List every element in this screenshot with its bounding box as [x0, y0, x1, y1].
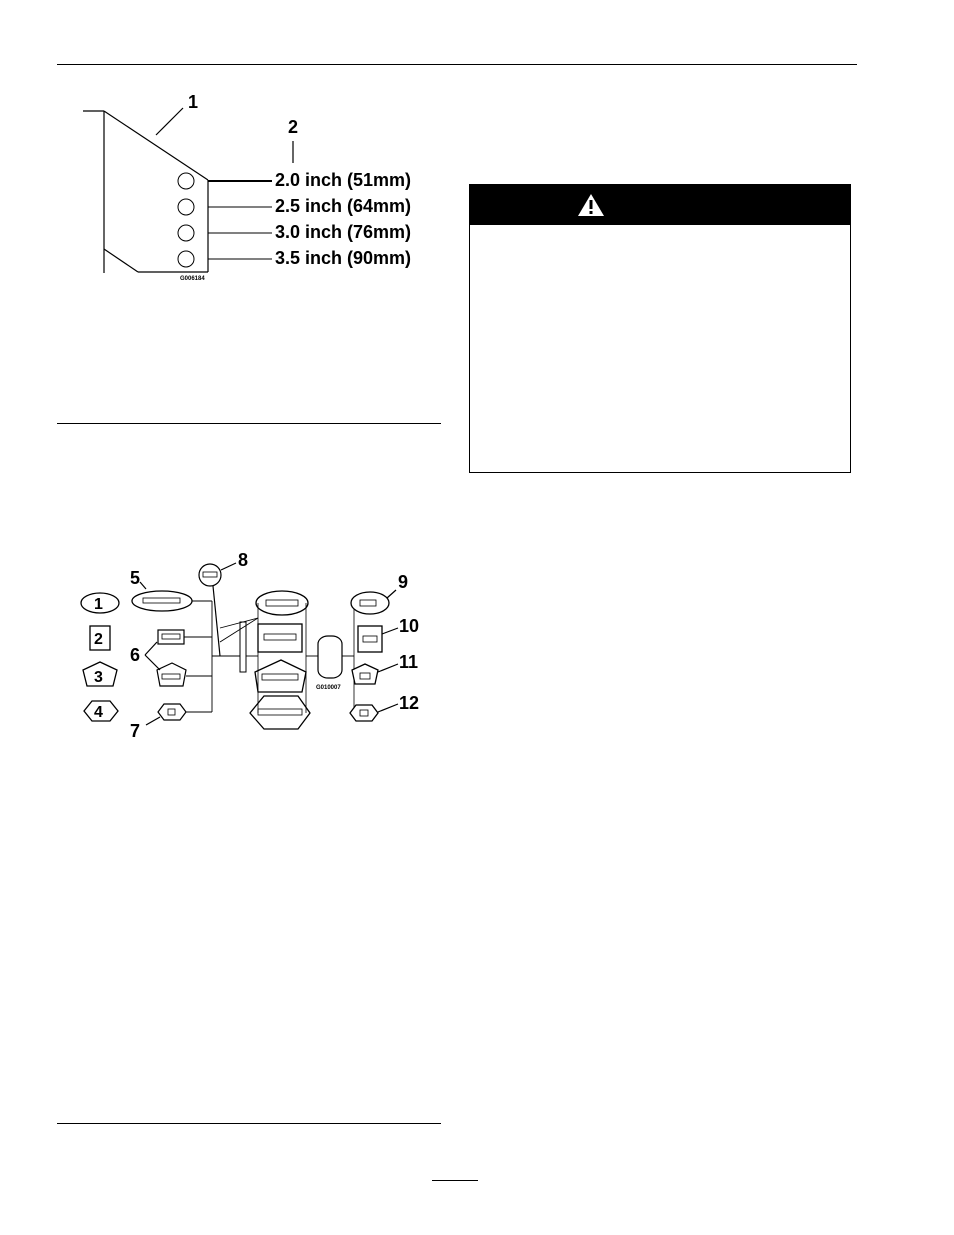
footer-rule [432, 1180, 478, 1181]
callout-1: 1 [188, 92, 199, 112]
height-label-2-5: 2.5 inch (64mm) [275, 196, 412, 216]
callout-12: 12 [399, 693, 420, 713]
warning-header [470, 185, 850, 225]
callout-5: 5 [130, 568, 141, 588]
callout-7: 7 [130, 721, 141, 741]
callout-11: 11 [399, 652, 419, 672]
warning-triangle-icon [577, 193, 605, 217]
height-label-3-5: 3.5 inch (90mm) [275, 248, 412, 268]
callout-6: 6 [130, 645, 141, 665]
height-label-3-0: 3.0 inch (76mm) [275, 222, 412, 242]
key-2: 2 [94, 631, 103, 648]
key-3: 3 [94, 669, 103, 686]
figure-code-2: G010007 [316, 685, 341, 691]
warning-box [469, 184, 851, 473]
key-4: 4 [94, 704, 103, 721]
figure-code: G006184 [180, 276, 205, 282]
callout-2: 2 [288, 117, 299, 137]
height-label-2-0: 2.0 inch (51mm) [275, 170, 412, 190]
callout-8: 8 [238, 550, 249, 570]
key-1: 1 [94, 596, 103, 613]
callout-9: 9 [398, 572, 409, 592]
callout-10: 10 [399, 616, 420, 636]
